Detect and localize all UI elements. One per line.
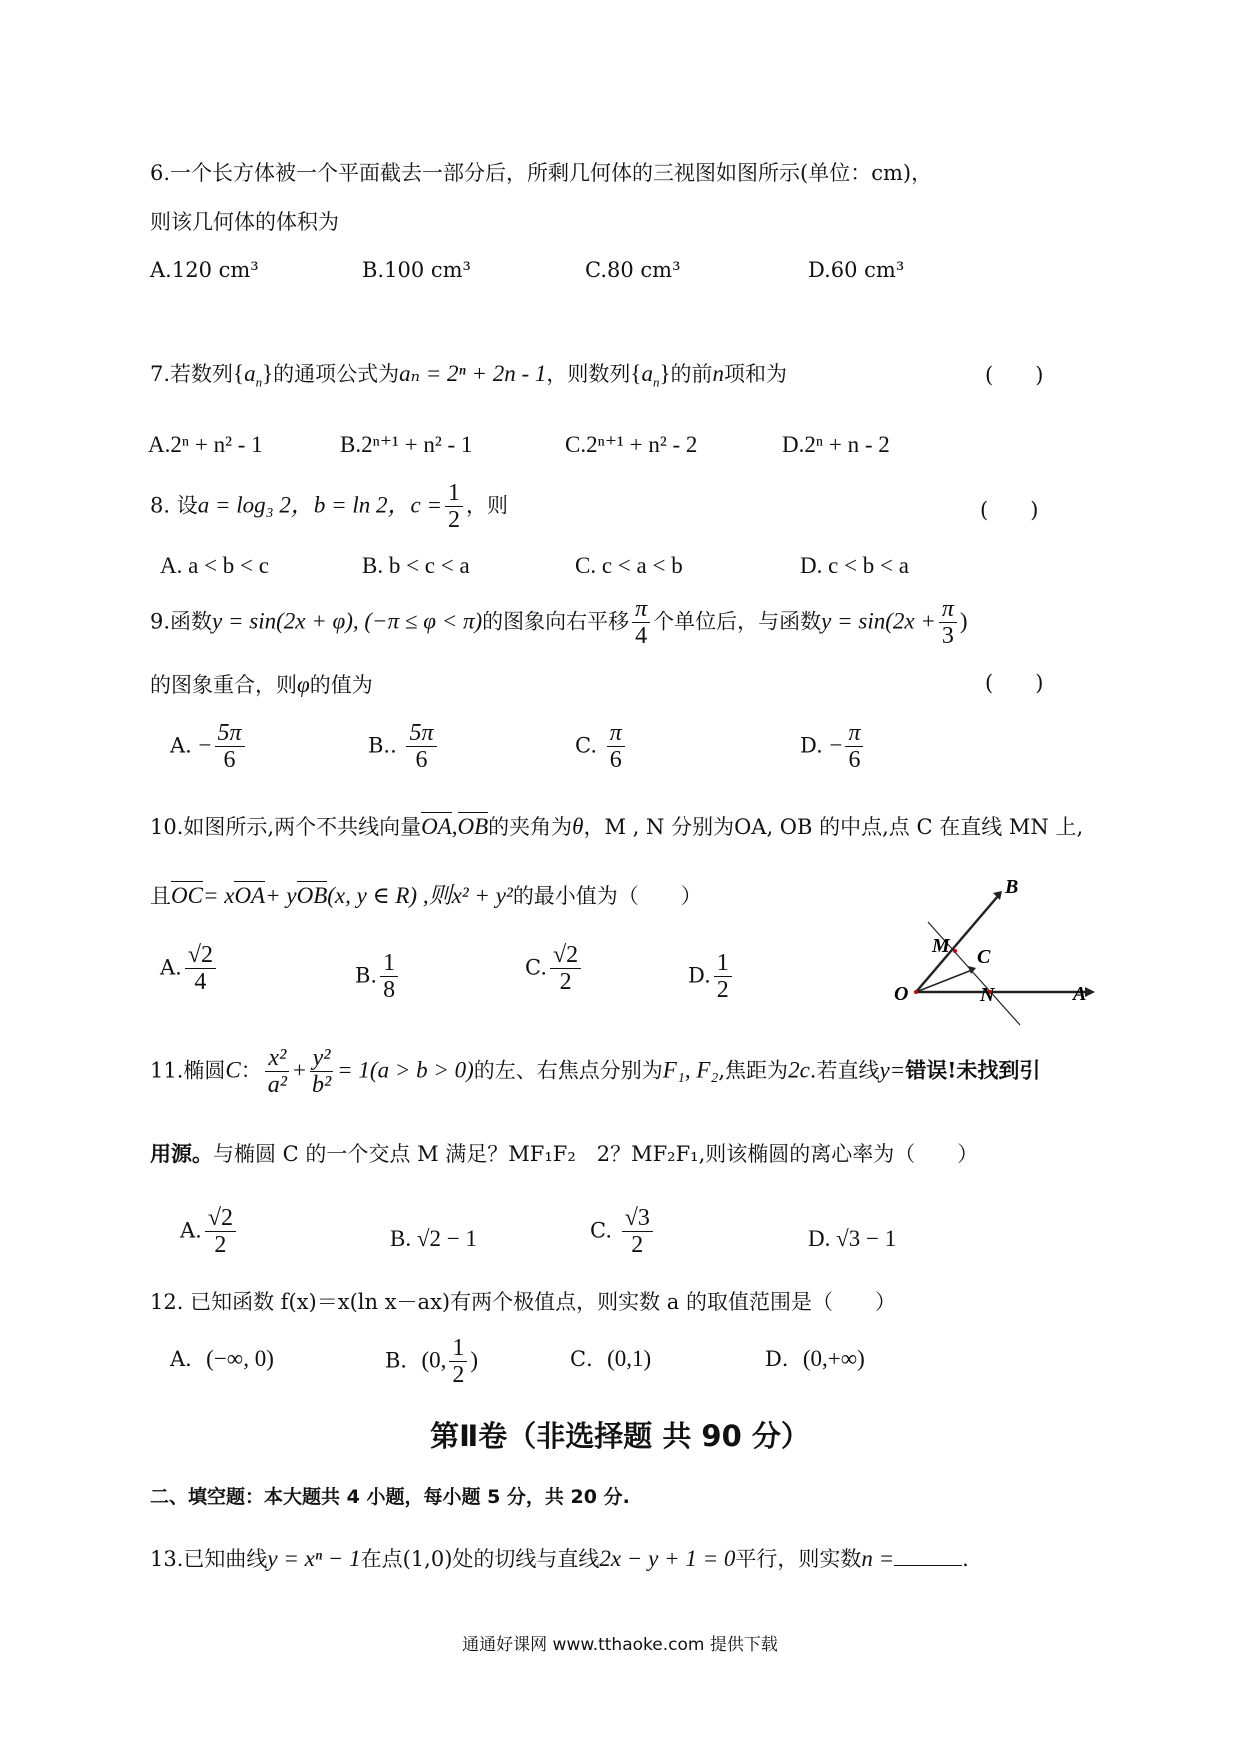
q9-option-b: B.. $\frac{5\pi}{6}$: [368, 720, 440, 774]
q10-label-n: N: [980, 984, 995, 1006]
q8-option-d: D. c < b < a: [800, 553, 909, 578]
q6-option-b: B.100 cm³: [362, 258, 471, 282]
q10-label-a: A: [1073, 983, 1087, 1005]
q7-option-b: B.2ⁿ⁺¹ + n² - 1: [340, 432, 473, 457]
q8-answer-paren: ( ): [980, 498, 1039, 522]
q10-label-o: O: [894, 983, 909, 1005]
q9-option-c: C. $\frac{\pi}{6}$: [575, 720, 628, 774]
q11-option-b: B. √2 − 1: [390, 1226, 477, 1251]
q6-option-d: D.60 cm³: [808, 258, 905, 282]
q6-option-a: A.120 cm³: [150, 258, 259, 282]
q6-line1: 6.一个长方体被一个平面截去一部分后，所剩几何体的三视图如图所示(单位：cm)，: [150, 161, 933, 185]
q8-stem: 8. 设a = log₃ 2，b = ln 2，c = $\frac{1}{2}$ ，则: [150, 480, 509, 534]
q9-option-d: D. − $\frac{\pi}{6}$: [800, 720, 866, 774]
q10-option-a: A. $\frac{√2}{4}$: [160, 942, 219, 996]
q11-option-c: C. $\frac{√3}{2}$: [590, 1205, 656, 1259]
q8-option-b: B. b < c < a: [362, 553, 470, 578]
q10-option-b: B. $\frac{1}{8}$: [355, 950, 401, 1004]
q10-label-b: B: [1005, 876, 1019, 898]
q7-option-d: D.2ⁿ + n - 2: [782, 432, 890, 457]
q8-option-c: C. c < a < b: [575, 553, 683, 578]
q13-answer-blank: [894, 1545, 962, 1566]
q11-stem-line1: 11.椭圆C： $\frac{\text{x²}}{\text{a²}}$ + $\frac{\text{y²}}{\text{b²}}$ = 1(a > b > 0)的左、右焦点分别为F₁, F₂,焦距为2c.若直线y=错误!未找到引: [150, 1045, 1041, 1099]
q10-option-c: C. $\frac{√2}{2}$: [525, 942, 584, 996]
section2-subtitle: 二、填空题：本大题共 4 小题，每小题 5 分，共 20 分.: [150, 1486, 630, 1508]
q10-label-c: C: [977, 946, 991, 968]
q10-stem-line2: 且OC= xOA+ yOB(x, y ∈ R) ,则x² + y²的最小值为（ ）: [150, 883, 702, 908]
q12-option-c: C．(0,1): [570, 1346, 652, 1371]
q7-formula: aₙ = 2ⁿ + 2n - 1: [399, 361, 547, 386]
q7-answer-paren: ( ): [985, 363, 1044, 387]
q10-stem-line1: 10.如图所示,两个不共线向量OA,OB的夹角为θ，M , N 分别为OA, OB 的中点,点 C 在直线 MN 上,: [150, 814, 1084, 839]
q11-stem-line2: 用源。与椭圆 C 的一个交点 M 满足？MF₁F₂ 2？MF₂F₁,则该椭圆的离心率为（ ）: [150, 1141, 979, 1166]
q11-option-d: D. √3 − 1: [808, 1226, 897, 1251]
q7-option-c: C.2ⁿ⁺¹ + n² - 2: [565, 432, 698, 457]
q11-option-a: A. $\frac{√2}{2}$: [180, 1205, 239, 1259]
page-footer: 通通好课网 www.tthaoke.com 提供下载: [462, 1635, 778, 1655]
q7-option-a: A.2ⁿ + n² - 1: [148, 432, 263, 457]
q6-option-c: C.80 cm³: [585, 258, 681, 282]
q7-stem: 7.若数列$\{a_n\}$的通项公式为aₙ = 2ⁿ + 2n - 1，则数列$\{a_n\}$的前n项和为: [150, 361, 787, 390]
q8-option-a: A. a < b < c: [160, 553, 269, 578]
q9-stem-line1: 9.函数y = sin(2x + φ), (−π ≤ φ < π)的图象向右平移 $\frac{\pi}{4}$ 个单位后，与函数y = sin(2x + $\frac{\pi}{3}$ ): [150, 596, 968, 650]
q12-stem: 12. 已知函数 f(x)＝x(ln x－ax)有两个极值点，则实数 a 的取值范围是（ ）: [150, 1290, 896, 1314]
section2-title: 第Ⅱ卷（非选择题 共 90 分）: [430, 1419, 810, 1453]
q9-option-a: A. − $\frac{5\pi}{6}$: [170, 720, 248, 774]
q12-option-b: B．(0, $\frac{1}{2}$ ): [385, 1335, 479, 1389]
q10-vector-figure: [880, 860, 1100, 1030]
q6-line2: 则该几何体的体积为: [150, 210, 339, 234]
q10-label-m: M: [932, 935, 950, 957]
q13-stem: 13.已知曲线y = xⁿ − 1在点(1,0)处的切线与直线2x − y + 1 = 0平行，则实数n = .: [150, 1546, 969, 1571]
q9-answer-paren: ( ): [985, 671, 1044, 695]
q9-stem-line2: 的图象重合，则φ的值为: [150, 672, 373, 697]
q12-option-d: D．(0,+∞): [765, 1346, 865, 1371]
q10-option-d: D. $\frac{1}{2}$: [688, 950, 735, 1004]
q12-option-a: A．(−∞, 0): [170, 1346, 274, 1371]
